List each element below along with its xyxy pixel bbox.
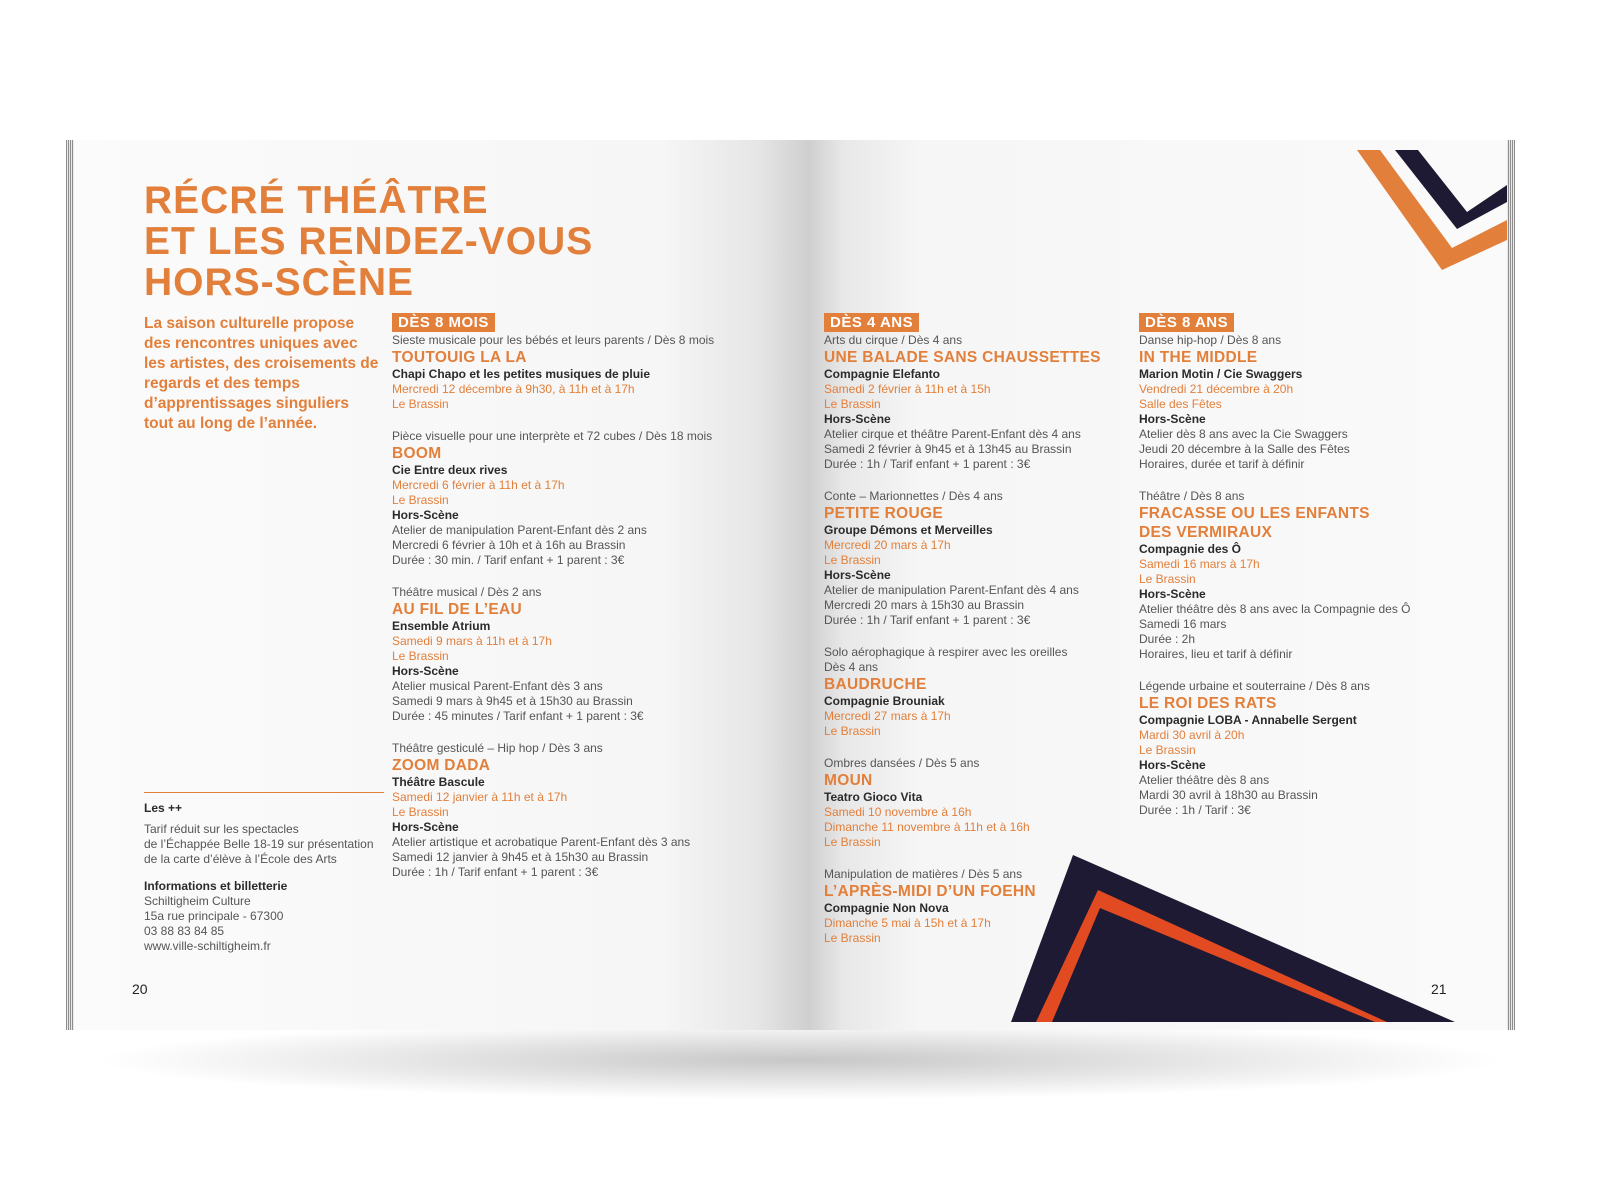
event-title: L’APRÈS-MIDI D’UN FOEHN [824, 883, 1036, 900]
hors-scene-detail: Samedi 16 mars [1139, 617, 1227, 631]
hors-scene-detail: Durée : 45 minutes / Tarif enfant + 1 parent : 3€ [392, 709, 644, 723]
les-plus-line: de la carte d’élève à l’École des Arts [144, 852, 337, 866]
event-category: Théâtre / Dès 8 ans [1139, 489, 1245, 503]
event-venue: Le Brassin [1139, 743, 1196, 757]
events-column-8-ans [1139, 313, 1479, 835]
event-venue: Le Brassin [824, 835, 881, 849]
hors-scene-detail: Atelier artistique et acrobatique Parent-Enfant dès 3 ans [392, 835, 691, 849]
hors-scene-detail: Durée : 1h / Tarif enfant + 1 parent : 3€ [392, 865, 599, 879]
info-line: Schiltigheim Culture [144, 894, 251, 908]
page-number: 20 [132, 981, 148, 997]
title-line: ET LES RENDEZ-VOUS [144, 220, 594, 263]
event-category: Dès 4 ans [824, 660, 879, 674]
events-column-8-mois [392, 313, 792, 897]
events-list [392, 333, 792, 880]
event-date: Vendredi 21 décembre à 20h [1139, 382, 1294, 396]
event-date: Samedi 9 mars à 11h et à 17h [392, 634, 552, 648]
event-category: Pièce visuelle pour une interprète et 72 cubes / Dès 18 mois [392, 429, 713, 443]
hors-scene-detail: Durée : 30 min. / Tarif enfant + 1 parent : 3€ [392, 553, 625, 567]
event-category: Légende urbaine et souterraine / Dès 8 ans [1139, 679, 1370, 693]
info-phone: 03 88 83 84 85 [144, 924, 225, 938]
events-column-4-ans [824, 313, 1134, 963]
hors-scene-detail: Atelier cirque et théâtre Parent-Enfant dès 4 ans [824, 427, 1081, 441]
event-block [824, 645, 1134, 739]
les-plus-label: Les ++ [144, 801, 183, 815]
left-page [74, 140, 809, 1030]
right-page [809, 140, 1507, 1030]
les-plus-line: Tarif réduit sur les spectacles [144, 822, 299, 836]
book-shadow [90, 1020, 1510, 1100]
event-company: Ensemble Atrium [392, 619, 491, 633]
event-block [392, 429, 792, 568]
info-title: Informations et billetterie [144, 879, 288, 893]
hors-scene-label: Hors-Scène [1139, 758, 1206, 772]
event-venue: Le Brassin [392, 805, 449, 819]
page-title [144, 180, 593, 303]
event-date: Mercredi 6 février à 11h et à 17h [392, 478, 565, 492]
event-title: LE ROI DES RATS [1139, 695, 1277, 712]
page-number: 21 [1431, 981, 1447, 997]
info-website-link[interactable]: www.ville-schiltigheim.fr [144, 939, 271, 953]
hors-scene-detail: Mardi 30 avril à 18h30 au Brassin [1139, 788, 1318, 802]
hors-scene-label: Hors-Scène [392, 820, 459, 834]
event-company: Compagnie LOBA - Annabelle Sergent [1139, 713, 1357, 727]
event-category: Ombres dansées / Dès 5 ans [824, 756, 980, 770]
age-badge: DÈS 8 ANS [1139, 313, 1234, 332]
hors-scene-detail: Samedi 2 février à 9h45 et à 13h45 au Brassin [824, 442, 1072, 456]
hors-scene-label: Hors-Scène [1139, 587, 1206, 601]
hors-scene-detail: Atelier théâtre dès 8 ans avec la Compagnie des Ô [1139, 602, 1411, 616]
event-category: Manipulation de matières / Dès 5 ans [824, 867, 1023, 881]
event-venue: Le Brassin [824, 553, 881, 567]
event-block [392, 585, 792, 724]
hors-scene-detail: Mercredi 20 mars à 15h30 au Brassin [824, 598, 1025, 612]
event-date: Mercredi 12 décembre à 9h30, à 11h et à 17h [392, 382, 635, 396]
event-venue: Le Brassin [824, 397, 881, 411]
event-company: Compagnie des Ô [1139, 542, 1242, 556]
event-venue: Le Brassin [392, 493, 449, 507]
event-company: Théâtre Bascule [392, 775, 485, 789]
hors-scene-label: Hors-Scène [824, 412, 891, 426]
event-category: Solo aérophagique à respirer avec les oreilles [824, 645, 1068, 659]
event-date: Samedi 16 mars à 17h [1139, 557, 1260, 571]
hors-scene-detail: Durée : 1h / Tarif enfant + 1 parent : 3€ [824, 613, 1031, 627]
event-company: Marion Motin / Cie Swaggers [1139, 367, 1303, 381]
event-block [1139, 333, 1479, 472]
event-title: PETITE ROUGE [824, 505, 944, 522]
event-block [824, 867, 1134, 946]
event-block [824, 489, 1134, 628]
event-date: Samedi 2 février à 11h et à 15h [824, 382, 991, 396]
event-category: Théâtre musical / Dès 2 ans [392, 585, 542, 599]
event-category: Arts du cirque / Dès 4 ans [824, 333, 963, 347]
hors-scene-label: Hors-Scène [392, 508, 459, 522]
hors-scene-detail: Durée : 2h [1139, 632, 1196, 646]
event-date: Samedi 10 novembre à 16h [824, 805, 972, 819]
event-title: BAUDRUCHE [824, 676, 927, 693]
hors-scene-detail: Durée : 1h / Tarif : 3€ [1139, 803, 1251, 817]
event-title: DES VERMIRAUX [1139, 524, 1273, 541]
hors-scene-label: Hors-Scène [824, 568, 891, 582]
event-date: Samedi 12 janvier à 11h et à 17h [392, 790, 568, 804]
event-venue: Le Brassin [824, 724, 881, 738]
event-title: MOUN [824, 772, 873, 789]
age-badge: DÈS 4 ANS [824, 313, 919, 332]
hors-scene-label: Hors-Scène [1139, 412, 1206, 426]
event-block [1139, 679, 1479, 818]
event-venue: Le Brassin [824, 931, 881, 945]
age-badge: DÈS 8 MOIS [392, 313, 495, 332]
event-block [824, 756, 1134, 850]
event-block [824, 333, 1134, 472]
hors-scene-detail: Atelier dès 8 ans avec la Cie Swaggers [1139, 427, 1348, 441]
event-company: Cie Entre deux rives [392, 463, 508, 477]
event-date: Mardi 30 avril à 20h [1139, 728, 1245, 742]
events-list [1139, 333, 1479, 818]
event-block [1139, 489, 1479, 662]
page-edges-left [66, 140, 74, 1030]
event-date: Mercredi 20 mars à 17h [824, 538, 951, 552]
title-line: HORS-SCÈNE [144, 261, 415, 304]
event-title: AU FIL DE L’EAU [392, 601, 522, 618]
event-venue: Le Brassin [392, 649, 449, 663]
hors-scene-detail: Samedi 12 janvier à 9h45 et à 15h30 au Brassin [392, 850, 649, 864]
event-company: Groupe Démons et Merveilles [824, 523, 993, 537]
event-block [392, 333, 792, 412]
les-plus-line: de l’Échappée Belle 18-19 sur présentation [144, 837, 374, 851]
event-category: Danse hip-hop / Dès 8 ans [1139, 333, 1282, 347]
event-venue: Le Brassin [1139, 572, 1196, 586]
info-line: 15a rue principale - 67300 [144, 909, 284, 923]
hors-scene-detail: Mercredi 6 février à 10h et à 16h au Brassin [392, 538, 626, 552]
event-title: TOUTOUIG LA LA [392, 349, 527, 366]
event-date: Dimanche 11 novembre à 11h et à 16h [824, 820, 1030, 834]
hors-scene-detail: Durée : 1h / Tarif enfant + 1 parent : 3€ [824, 457, 1031, 471]
event-title: UNE BALADE SANS CHAUSSETTES [824, 349, 1101, 366]
hors-scene-detail: Atelier de manipulation Parent-Enfant dès 2 ans [392, 523, 647, 537]
event-block [392, 741, 792, 880]
hors-scene-detail: Samedi 9 mars à 9h45 et à 15h30 au Brassin [392, 694, 633, 708]
event-company: Chapi Chapo et les petites musiques de pluie [392, 367, 651, 381]
event-category: Sieste musicale pour les bébés et leurs parents / Dès 8 mois [392, 333, 715, 347]
hors-scene-detail: Horaires, lieu et tarif à définir [1139, 647, 1293, 661]
event-title: ZOOM DADA [392, 757, 491, 774]
hors-scene-detail: Horaires, durée et tarif à définir [1139, 457, 1305, 471]
event-company: Compagnie Elefanto [824, 367, 941, 381]
event-title: FRACASSE OU LES ENFANTS [1139, 505, 1370, 522]
hors-scene-label: Hors-Scène [392, 664, 459, 678]
event-title: BOOM [392, 445, 442, 462]
events-list [824, 333, 1134, 946]
hors-scene-detail: Atelier théâtre dès 8 ans [1139, 773, 1270, 787]
event-company: Compagnie Non Nova [824, 901, 949, 915]
hors-scene-detail: Atelier de manipulation Parent-Enfant dès 4 ans [824, 583, 1079, 597]
event-category: Théâtre gesticulé – Hip hop / Dès 3 ans [392, 741, 603, 755]
intro-text: La saison culturelle propose des rencontres uniques avec les artistes, des croisements de regards et des temps d’apprentissages singuliers tout au long de l’année. [144, 315, 379, 432]
title-line: RÉCRÉ THÉÂTRE [144, 179, 489, 222]
event-category: Conte – Marionnettes / Dès 4 ans [824, 489, 1003, 503]
event-company: Compagnie Brouniak [824, 694, 945, 708]
les-plus-box [144, 792, 384, 954]
event-date: Dimanche 5 mai à 15h et à 17h [824, 916, 991, 930]
event-title: IN THE MIDDLE [1139, 349, 1258, 366]
page-edges-right [1507, 140, 1515, 1030]
event-venue: Salle des Fêtes [1139, 397, 1222, 411]
corner-chevron-graphic [1349, 140, 1507, 280]
event-date: Mercredi 27 mars à 17h [824, 709, 951, 723]
event-company: Teatro Gioco Vita [824, 790, 923, 804]
hors-scene-detail: Jeudi 20 décembre à la Salle des Fêtes [1139, 442, 1350, 456]
hors-scene-detail: Atelier musical Parent-Enfant dès 3 ans [392, 679, 603, 693]
event-venue: Le Brassin [392, 397, 449, 411]
